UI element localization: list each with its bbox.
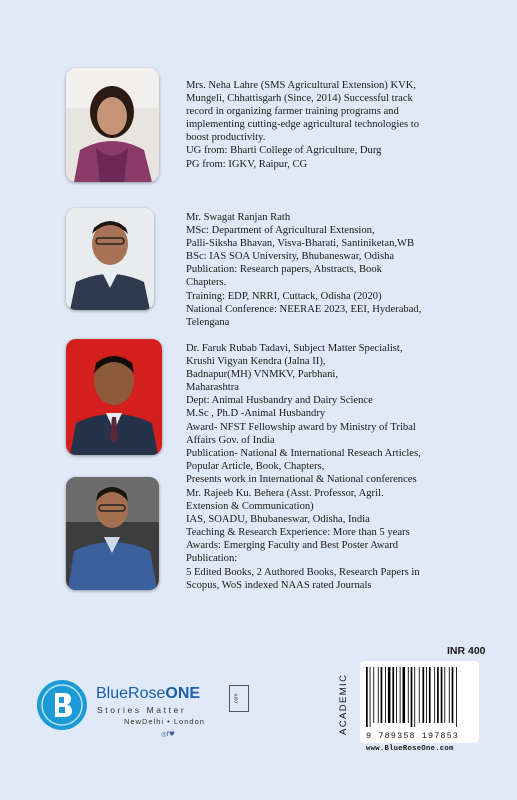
bio-line: Mungeli, Chhattisgarh (Since, 2014) Successful track: [186, 93, 413, 105]
bluerose-logo-icon: [37, 680, 87, 730]
bio-line: Dept: Animal Husbandry and Dairy Science: [186, 395, 373, 407]
isbn-digits: 9 789358 197853: [366, 731, 460, 741]
barcode-bar: [411, 667, 413, 727]
barcode-bar: [449, 667, 450, 723]
bio-line: boost productivity.: [186, 132, 266, 144]
bio-line: Teaching & Research Experience: More than 5 years: [186, 527, 410, 539]
bio-line: Popular Article, Book, Chapters,: [186, 460, 325, 472]
publisher-tagline: Stories Matter: [97, 705, 187, 715]
publisher-name-one: ONE: [165, 685, 201, 702]
bio-line: Award- NFST Fellowship award by Ministry of Tribal: [186, 421, 416, 433]
author-photo-swagat-rath: [66, 208, 154, 310]
com-mark-text: .com: [233, 693, 240, 705]
bio-line: implementing cutting-edge agricultural technologies to: [186, 119, 419, 131]
author-photo-faruk-tadavi: [66, 339, 162, 455]
barcode-bar: [378, 667, 379, 723]
bio-line: IAS, SOADU, Bhubaneswar, Odisha, India: [186, 514, 370, 526]
barcode-bar: [381, 667, 383, 723]
author-bio-swagat-rath: [186, 211, 506, 329]
barcode-bar: [388, 667, 391, 723]
barcode-bar: [426, 667, 427, 723]
barcode-bar: [437, 667, 439, 723]
publisher-name-main: BlueRose: [96, 685, 166, 702]
bio-line: Krushi Vigyan Kendra (Jalna II),: [186, 356, 326, 368]
bio-line: Presents work in International & National conferences: [186, 473, 417, 485]
author-bio-rajeeb-behera: [186, 487, 506, 592]
barcode-bar: [452, 667, 454, 723]
barcode-bar: [366, 667, 368, 727]
bio-line: Chapters.: [186, 277, 227, 289]
barcode-bar: [370, 667, 371, 727]
barcode-bar: [422, 667, 424, 723]
barcode-bar: [444, 667, 445, 723]
bio-line: Publication- National & International Reseach Articles,: [186, 447, 421, 459]
com-mark: [229, 685, 249, 712]
barcode-bar: [414, 667, 415, 727]
bio-line: Training: EDP, NRRI, Cuttack, Odisha (2020): [186, 290, 382, 302]
bio-line: Telengana: [186, 316, 230, 328]
social-icons: ◎f♥: [161, 730, 175, 738]
bio-line: M.Sc , Ph.D -Animal Husbandry: [186, 408, 326, 420]
barcode-bar: [385, 667, 386, 723]
bio-line: Dr. Faruk Rubab Tadavi, Subject Matter Specialist,: [186, 343, 403, 354]
bio-line: Mr. Rajeeb Ku. Behera (Asst. Professor, Agril.: [186, 488, 384, 499]
bio-line: Maharashtra: [186, 382, 239, 394]
price-label: INR 400: [447, 645, 486, 657]
bio-line: PG from: IGKV, Raipur, CG: [186, 158, 308, 170]
author-bio-faruk-tadavi: [186, 342, 506, 486]
publisher-cities: NewDelhi • London: [124, 717, 205, 726]
bio-line: Publication:: [186, 553, 238, 565]
barcode-url: www.BlueRoseOne.com: [366, 745, 454, 753]
bio-line: 5 Edited Books, 2 Authored Books, Research Papers in: [186, 566, 420, 578]
barcode-bars: [360, 661, 479, 729]
barcode-bar: [456, 667, 457, 727]
barcode-bar: [400, 667, 401, 723]
bio-line: Mrs. Neha Lahre (SMS Agricultural Extension) KVK,: [186, 80, 417, 91]
bio-line: National Conference: NEERAE 2023, EEI, Hyderabad,: [186, 303, 422, 315]
bio-line: Palli-Siksha Bhavan, Visva-Bharati, Santiniketan,WB: [186, 238, 415, 250]
barcode-bar: [403, 667, 406, 723]
bio-line: BSc: IAS SOA University, Bhubaneswar, Odisha: [186, 251, 395, 263]
bio-line: UG from: Bharti College of Agriculture, Durg: [186, 145, 382, 157]
author-photo-neha-lahre: [66, 68, 159, 182]
barcode-bar: [429, 667, 431, 723]
bio-line: Affairs Gov. of India: [186, 434, 275, 446]
bio-line: Scopus, WoS indexed NAAS rated Journals: [186, 579, 372, 591]
barcode-bar: [434, 667, 435, 723]
bio-line: Mr. Swagat Ranjan Rath: [186, 212, 291, 223]
author-bio-neha-lahre: [186, 79, 506, 171]
barcode-bar: [408, 667, 409, 723]
author-photo-rajeeb-behera: [66, 477, 159, 590]
publisher-name: [96, 685, 200, 703]
bio-line: Extension & Communication): [186, 501, 314, 513]
bio-line: Badnapur(MH) VNMKV, Parbhani,: [186, 369, 339, 381]
bio-line: Awards: Emerging Faculty and Best Poster Award: [186, 540, 399, 552]
barcode-bar: [396, 667, 397, 723]
barcode-bar: [373, 667, 374, 723]
bio-line: Publication: Research papers, Abstracts, Book: [186, 264, 382, 276]
barcode-bar: [441, 667, 443, 723]
bio-line: record in organizing farmer training programs and: [186, 106, 399, 118]
barcode-bar: [419, 667, 420, 723]
category-label: ACADEMIC: [338, 673, 349, 735]
barcode-bar: [392, 667, 394, 723]
bio-line: MSc: Department of Agricultural Extension,: [186, 225, 375, 237]
